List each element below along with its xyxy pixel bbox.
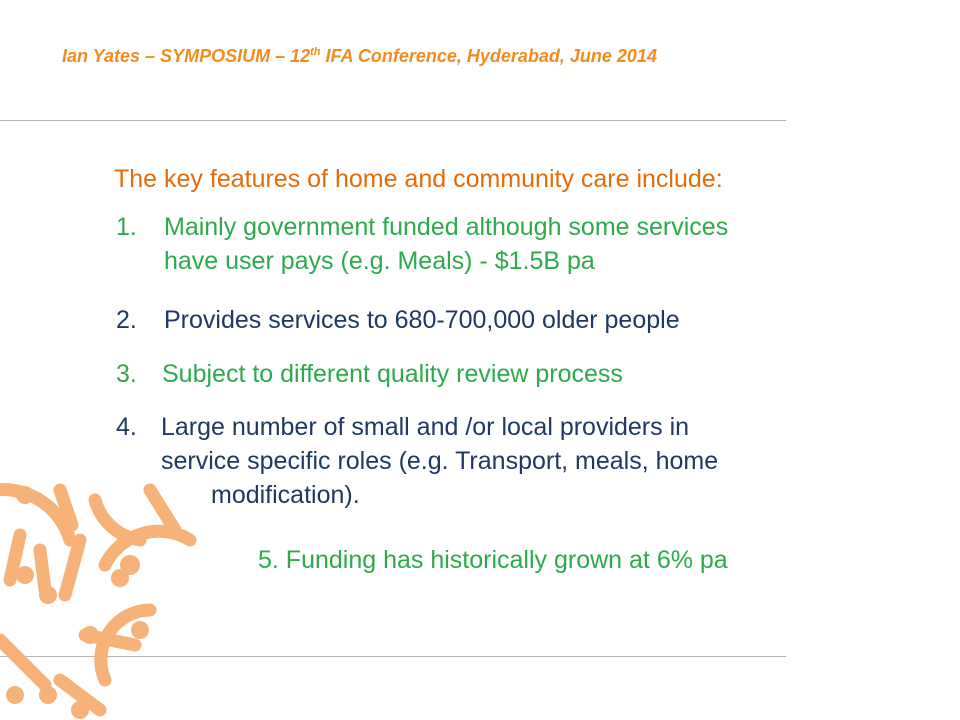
feature-item-3-number: 3.: [116, 360, 137, 388]
feature-item-4-line3: modification).: [211, 481, 360, 509]
feature-item-1: [116, 210, 856, 278]
feature-item-4-line1: Large number of small and /or local providers in: [161, 413, 690, 441]
decor-dot-2: [16, 566, 34, 584]
feature-item-5: [258, 543, 858, 577]
feature-item-2-text: Provides services to 680-700,000 older people: [164, 306, 680, 334]
conference-header: [62, 46, 657, 67]
feature-item-1-line1: Mainly government funded although some services: [164, 213, 729, 241]
top-divider: [0, 120, 786, 121]
decor-bar-5: [65, 540, 80, 595]
header-suffix: IFA Conference, Hyderabad, June 2014: [320, 46, 657, 66]
decor-dot-1: [16, 486, 34, 504]
slide-heading: The key features of home and community care include:: [114, 165, 723, 193]
feature-item-3-text: Subject to different quality review process: [162, 360, 623, 388]
decor-dot-9: [39, 686, 57, 704]
decor-dot-8: [6, 686, 24, 704]
decor-dot-6: [81, 626, 99, 644]
feature-item-4-line2: service specific roles (e.g. Transport, meals, home: [161, 447, 719, 475]
feature-item-1-line2: have user pays (e.g. Meals) - $1.5B pa: [164, 247, 595, 275]
feature-item-2-number: 2.: [116, 306, 137, 334]
decor-dot-10: [71, 701, 89, 719]
decor-dot-3: [39, 586, 57, 604]
decor-bar-2: [150, 490, 175, 530]
decor-bar-7: [0, 640, 45, 685]
header-superscript: th: [310, 46, 321, 58]
feature-item-2: [116, 303, 856, 337]
feature-item-1-number: 1.: [116, 213, 137, 241]
feature-item-5-text: 5. Funding has historically grown at 6% pa: [258, 546, 728, 574]
feature-item-4-number: 4.: [116, 413, 137, 441]
decor-dot-5: [111, 569, 129, 587]
feature-item-3: [116, 357, 856, 391]
decorative-molecule-graphic: [0, 470, 240, 720]
header-prefix: Ian Yates – SYMPOSIUM – 12: [62, 46, 311, 66]
decor-dot-7: [131, 621, 149, 639]
decor-bar-4: [40, 550, 45, 590]
